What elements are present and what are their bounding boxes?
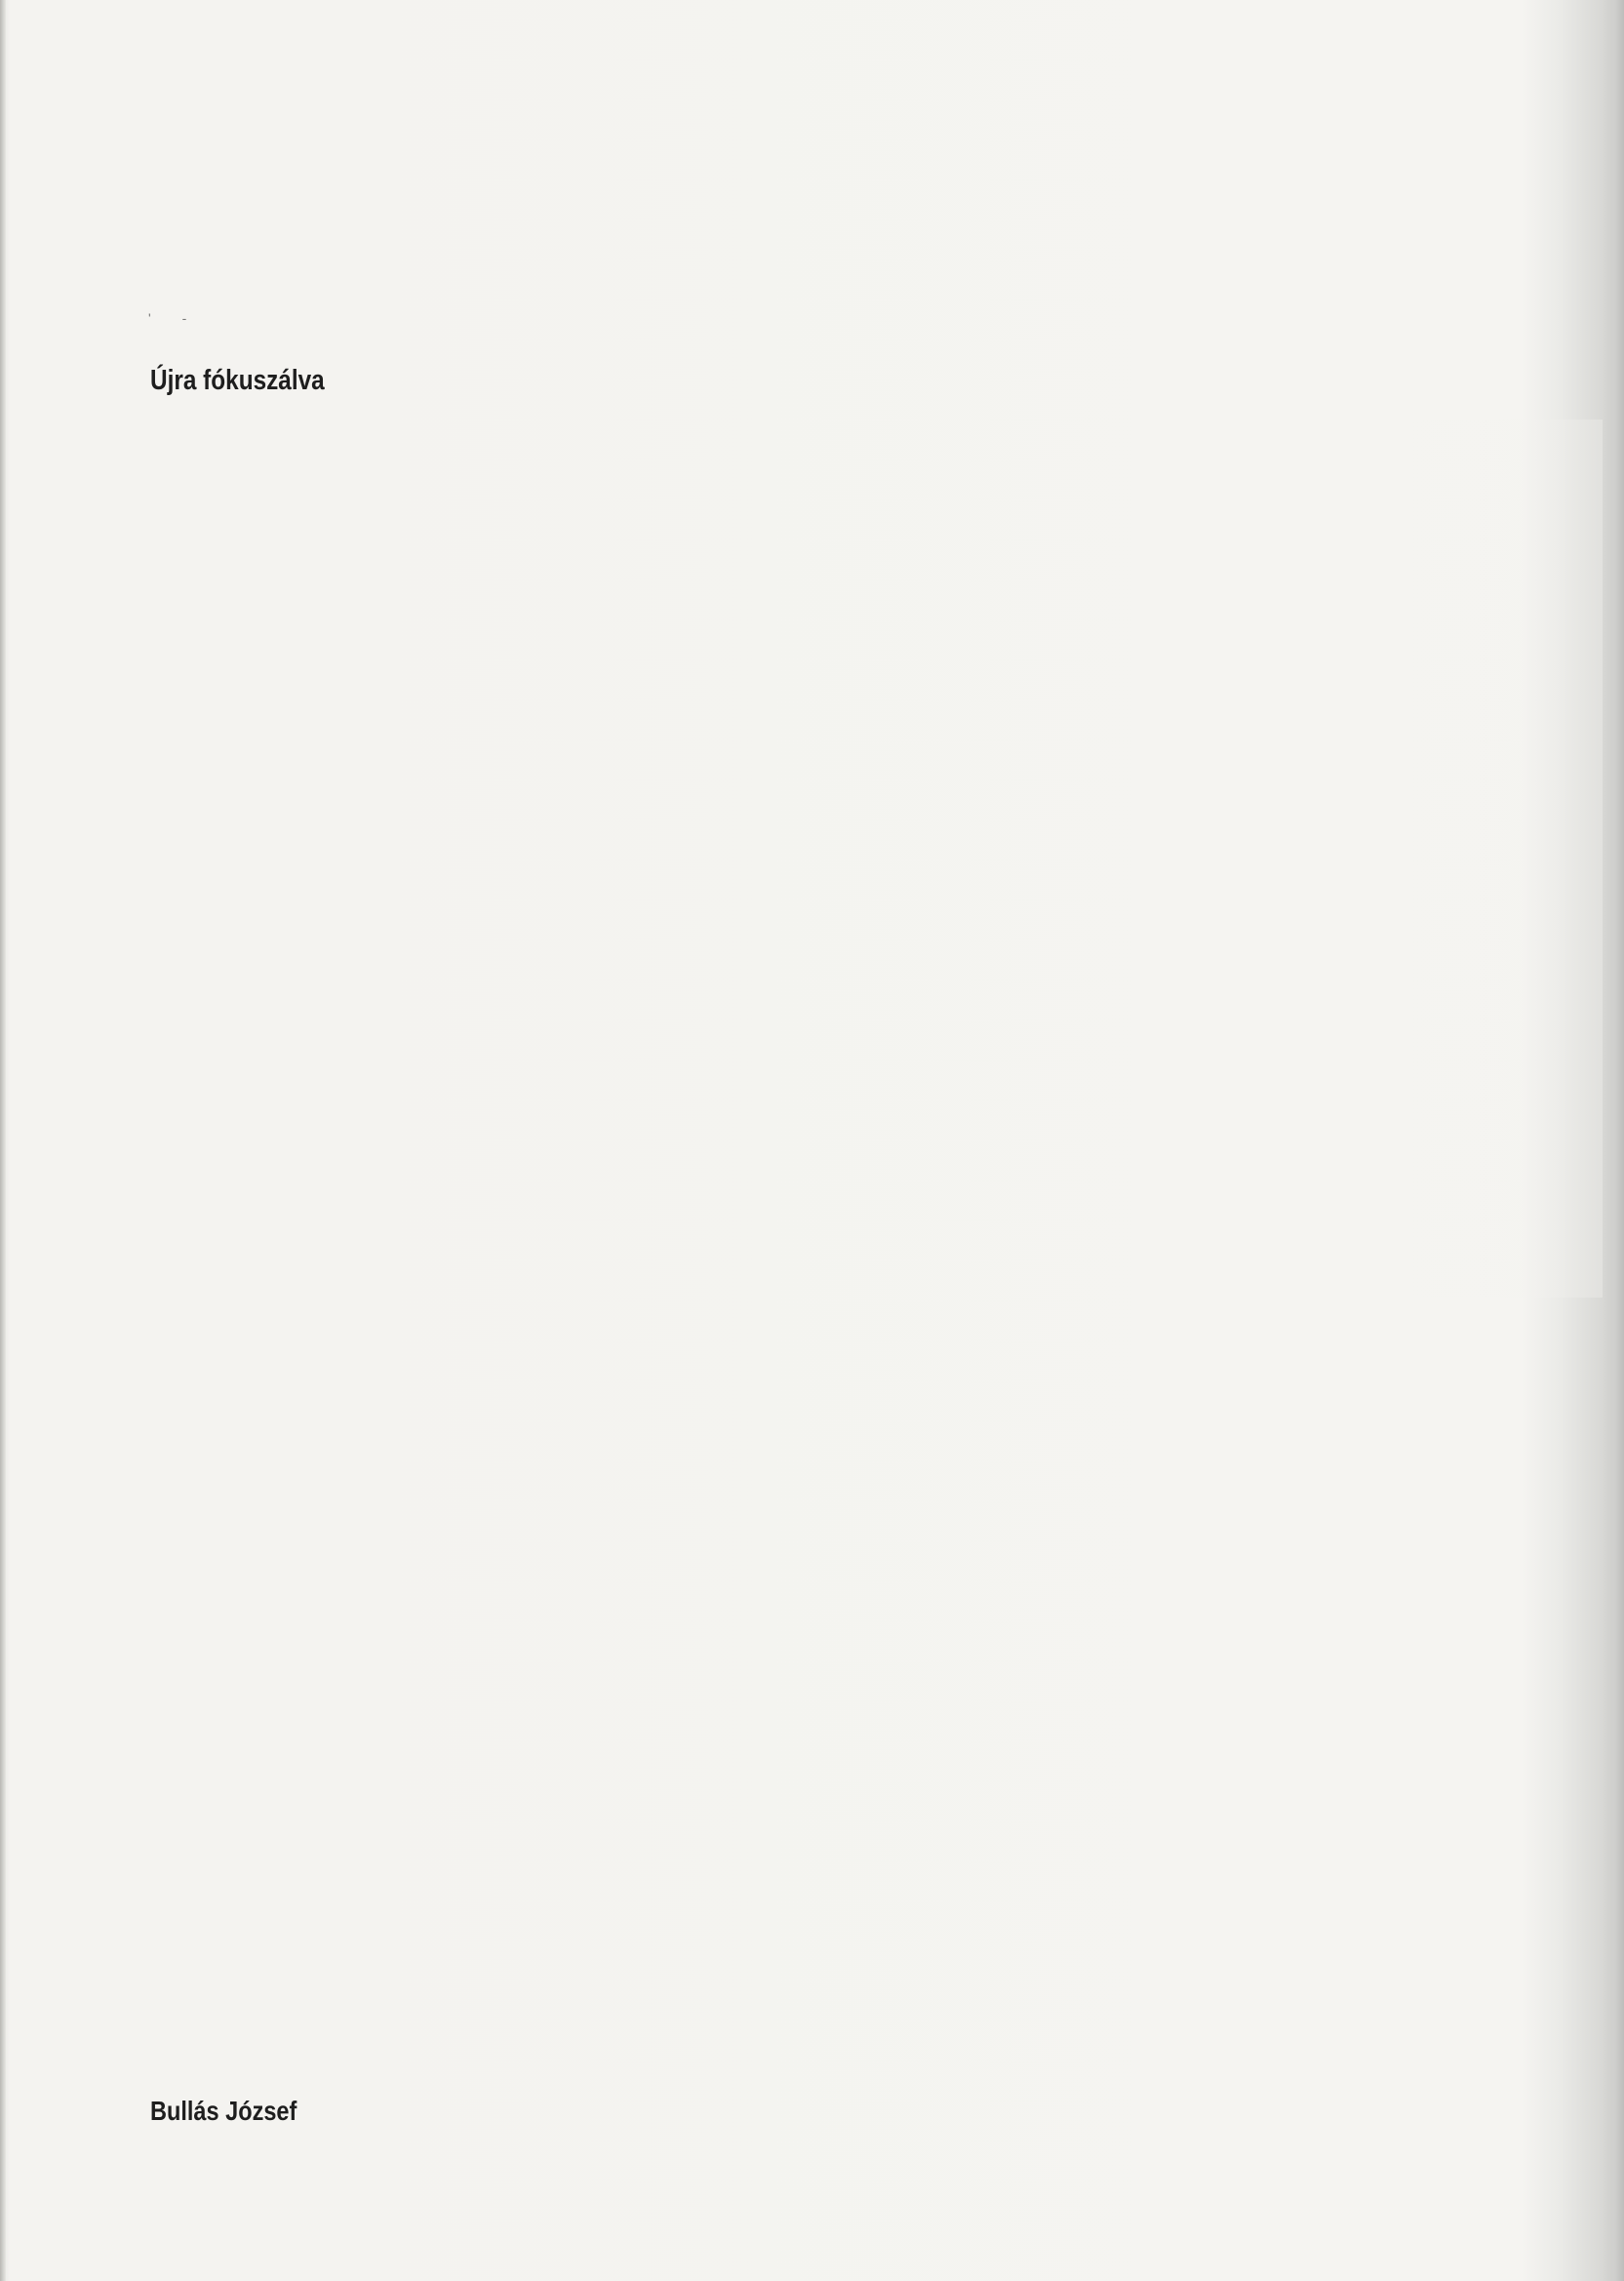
page-mark: ' - xyxy=(148,310,201,326)
page-title: Újra fókuszálva xyxy=(150,365,325,396)
right-side-fade xyxy=(1407,420,1603,1298)
page-left-edge-shadow xyxy=(0,0,6,2281)
author-signature: Bullás József xyxy=(150,2096,297,2126)
page-right-edge-shadow xyxy=(1603,0,1624,2281)
